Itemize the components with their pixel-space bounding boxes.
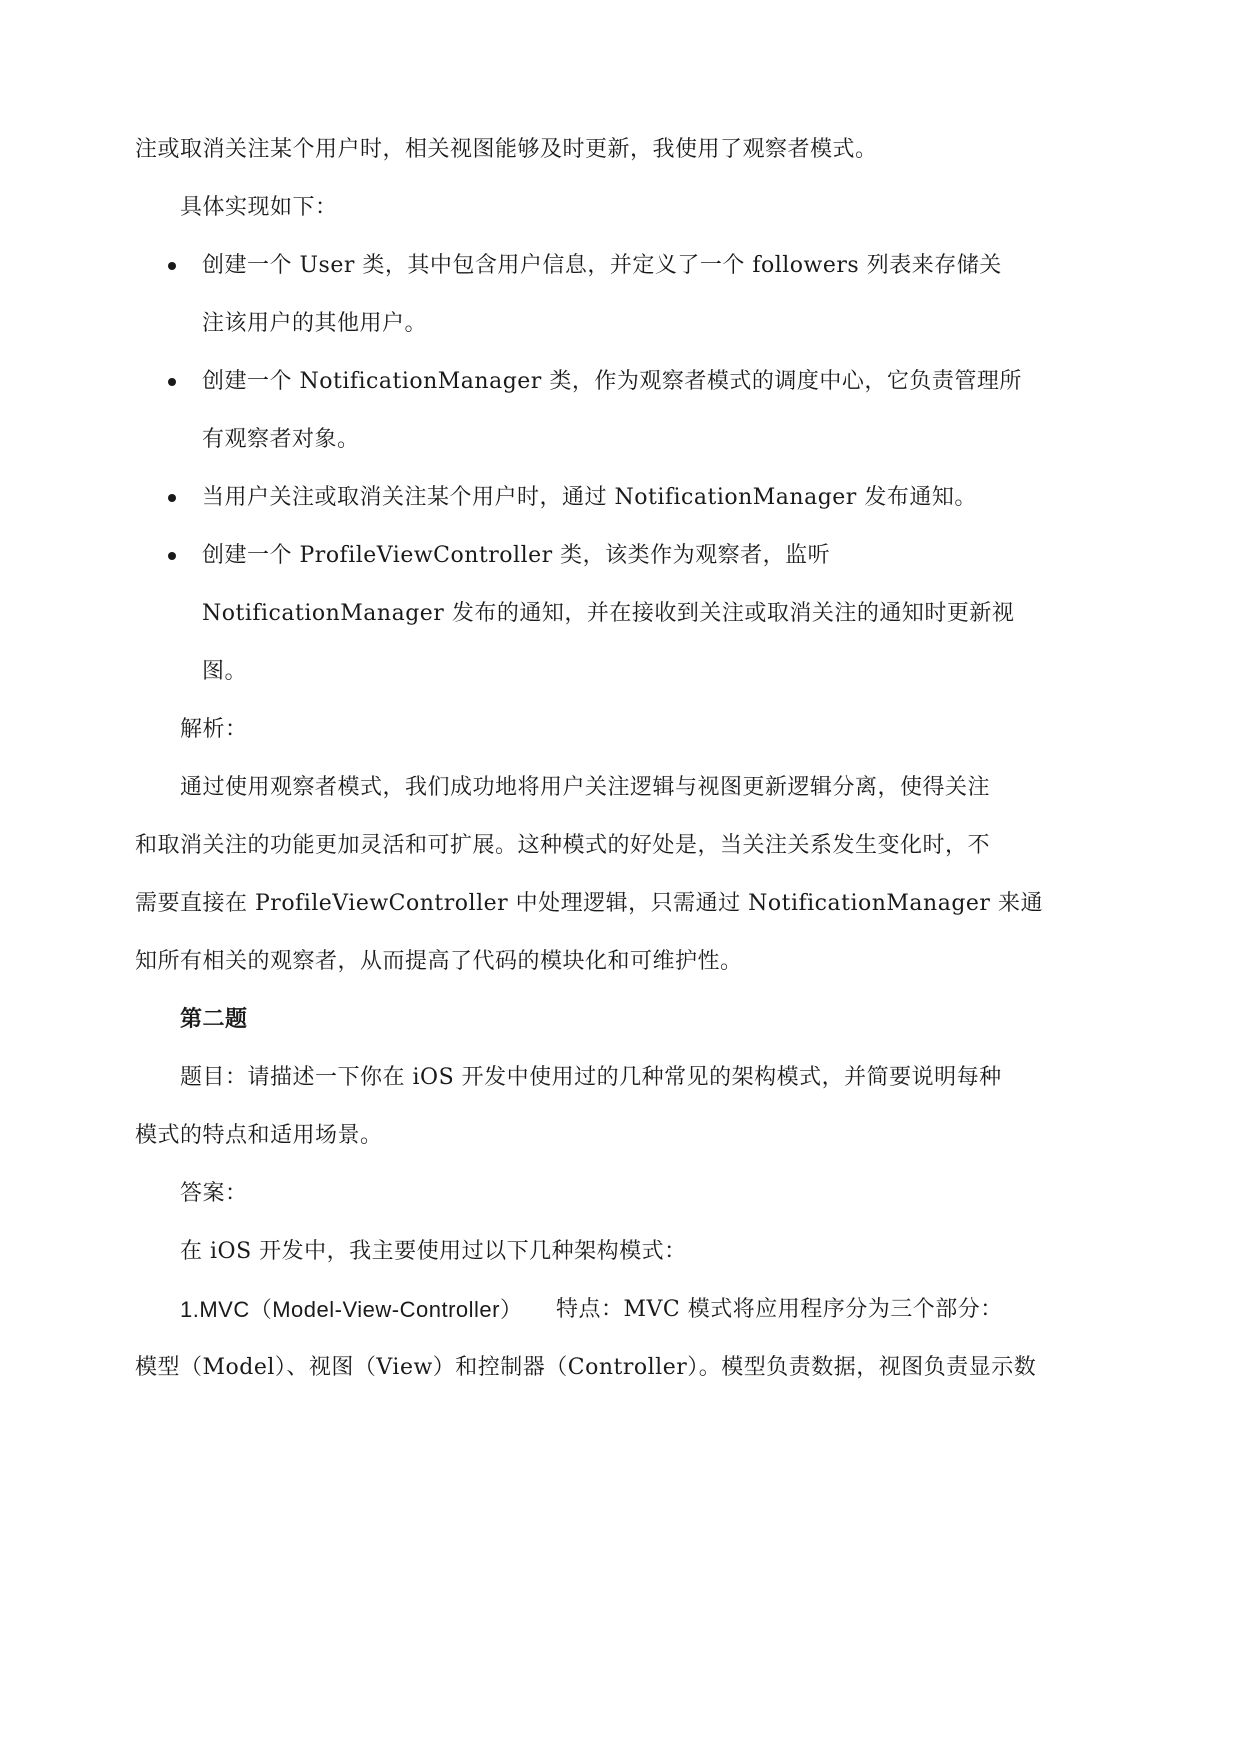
bullet-dot-4 (168, 552, 176, 560)
analysis-line-1: 通过使用观察者模式，我们成功地将用户关注逻辑与视图更新逻辑分离，使得关注 (180, 775, 991, 800)
mvc-feature: 特点：MVC 模式将应用程序分为三个部分： (556, 1297, 1003, 1322)
question-line-1: 题目：请描述一下你在 iOS 开发中使用过的几种常见的架构模式，并简要说明每种 (180, 1065, 1002, 1090)
question-line-2: 模式的特点和适用场景。 (135, 1123, 383, 1148)
bullet-4-line-3: 图。 (202, 659, 248, 684)
analysis-line-3: 需要直接在 ProfileViewController 中处理逻辑，只需通过 NotificationManager 来通 (135, 891, 1043, 916)
bullet-dot-1 (168, 262, 176, 270)
analysis-label: 解析： (180, 717, 248, 742)
mvc-title: 1.MVC（Model-View-Controller） (180, 1297, 523, 1322)
bullet-2-line-1: 创建一个 NotificationManager 类，作为观察者模式的调度中心，它负责管理所 (202, 369, 1022, 394)
bullet-dot-2 (168, 378, 176, 386)
answer-label: 答案： (180, 1181, 248, 1206)
bullet-3-line-1: 当用户关注或取消关注某个用户时，通过 NotificationManager 发布通知。 (202, 485, 977, 510)
analysis-line-2: 和取消关注的功能更加灵活和可扩展。这种模式的好处是，当关注关系发生变化时，不 (135, 833, 991, 858)
bullet-2-line-2: 有观察者对象。 (202, 427, 360, 452)
mvc-description: 模型（Model）、视图（View）和控制器（Controller）。模型负责数据，视图负责显示数 (135, 1355, 1037, 1380)
bullet-1-line-2: 注该用户的其他用户。 (202, 311, 428, 336)
implementation-heading: 具体实现如下： (180, 195, 338, 220)
bullet-1-line-1: 创建一个 User 类，其中包含用户信息，并定义了一个 followers 列表来存储关 (202, 253, 1002, 278)
section-2-title: 第二题 (180, 1007, 248, 1032)
bullet-4-line-1: 创建一个 ProfileViewController 类，该类作为观察者，监听 (202, 543, 831, 568)
bullet-4-line-2: NotificationManager 发布的通知，并在接收到关注或取消关注的通知时更新视 (202, 601, 1015, 626)
intro-line: 注或取消关注某个用户时，相关视图能够及时更新，我使用了观察者模式。 (135, 137, 878, 162)
answer-intro: 在 iOS 开发中，我主要使用过以下几种架构模式： (180, 1239, 687, 1264)
bullet-dot-3 (168, 494, 176, 502)
analysis-line-4: 知所有相关的观察者，从而提高了代码的模块化和可维护性。 (135, 949, 743, 974)
